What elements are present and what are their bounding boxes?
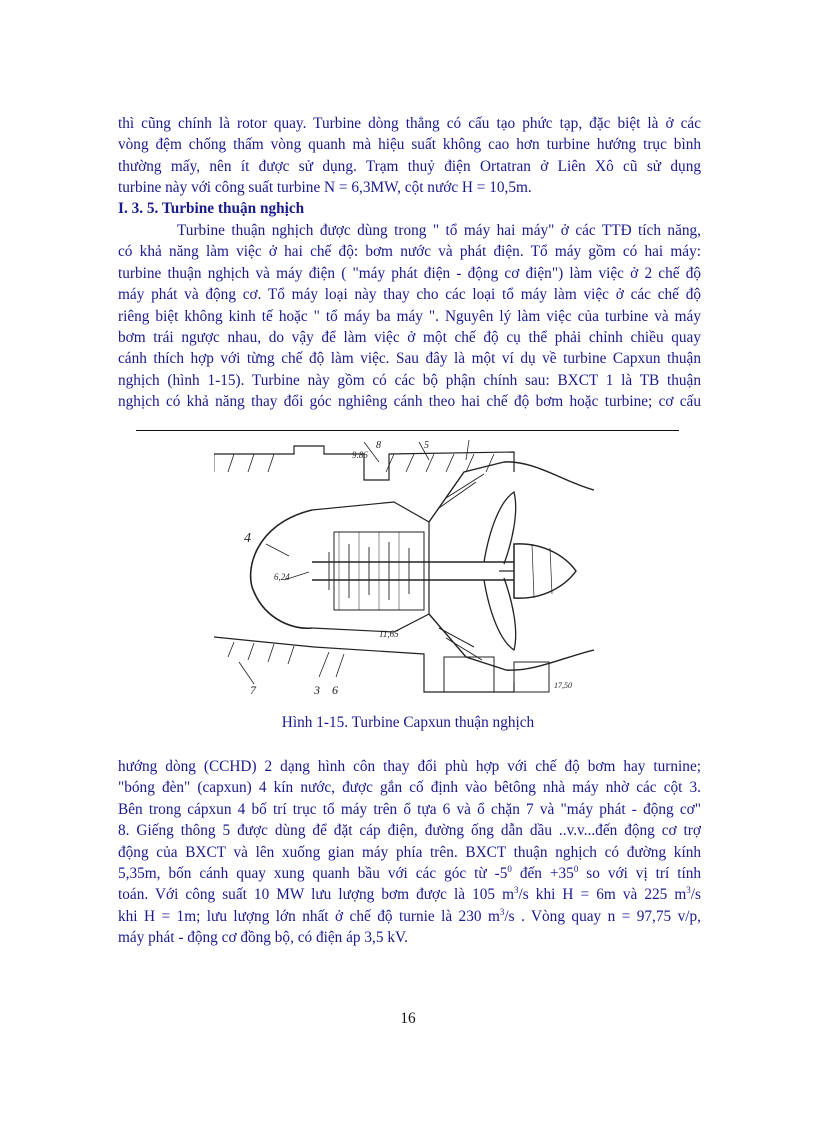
text-fragment: khi H = 1m; lưu lượng lớn nhất ở chế độ turnie là 230 m (118, 907, 500, 925)
text-line (118, 906, 701, 927)
text-fragment: 5,35m, bốn cánh quay xung quanh bầu với các góc từ -5 (118, 865, 508, 883)
figure-caption: Hình 1-15. Turbine Capxun thuận nghịch (281, 714, 535, 731)
text-line (118, 884, 701, 905)
dimension-label: 17,50 (554, 681, 572, 690)
text-line: 8. Giếng thông 5 được dùng để đặt cáp điện, đường ống dẫn dầu ..v.v...đến động cơ trợ (118, 822, 701, 840)
text-line: Turbine thuận nghịch được dùng trong " tổ máy hai máy" ở các TTĐ tích năng, (177, 222, 701, 239)
text-line: turbine này với công suất turbine N = 6,3MW, cột nước H = 10,5m. (118, 179, 532, 197)
text-line: Bên trong cápxun 4 bố trí trục tổ máy trên ổ tựa 6 và ổ chặn 7 và "máy phát - động cơ" (118, 800, 701, 818)
page-number: 16 (400, 1010, 416, 1027)
paragraph-description (118, 220, 701, 413)
label-3: 3 (314, 683, 320, 697)
text-line: nghịch có khả năng thay đổi góc nghiêng cánh theo hai chế độ bơm hoặc turbine; cơ cấu (118, 393, 701, 411)
paragraph-intro (118, 113, 701, 199)
text-fragment: đến +35 (511, 865, 574, 883)
text-line: vòng đệm chống thấm vòng quanh mà hiệu suất không cao hơn turbine hướng trục bình (118, 136, 701, 154)
text-line: động của BXCT và lên xuống gian máy phía trên. BXCT thuận nghịch có đường kính (118, 843, 701, 861)
text-fragment: /s (690, 886, 701, 904)
superscript: 0 (507, 863, 512, 874)
label-8: 8 (376, 440, 381, 451)
superscript: 0 (573, 863, 579, 874)
text-line: có khả năng làm việc ở hai chế độ: bơm nước và phát điện. Tổ máy gồm có hai máy: (118, 243, 701, 261)
text-line: riêng biệt không kinh tế hoặc " tổ máy ba máy ". Nguyên lý làm việc của turbine và máy (118, 307, 701, 325)
text-fragment: so với vị trí tính (578, 865, 702, 883)
text-line: máy phát - động cơ đồng bộ, có điện áp 3,5 kV. (118, 929, 408, 947)
text-line: hướng dòng (CCHD) 2 dạng hình côn thay đổi phù hợp với chế độ bơm hay turnine; (118, 758, 701, 775)
section-heading: I. 3. 5. Turbine thuận nghịch (118, 200, 305, 217)
horizontal-rule (136, 430, 679, 431)
text-fragment: /s . Vòng quay n = 97,75 v/p, (504, 907, 701, 925)
text-fragment: toán. Với công suất 10 MW lưu lượng bơm được là 105 m (118, 886, 515, 904)
text-line: thường mấy, nên ít được sử dụng. Trạm thuỷ điện Ortatran ở Liên Xô cũ sử dụng (118, 157, 701, 175)
superscript: 3 (686, 885, 691, 896)
dimension-label: 9.86 (352, 450, 368, 460)
label-6: 6 (332, 683, 338, 697)
text-line: "bóng đèn" (capxun) 4 kín nước, được gắn cố định vào bêtông nhà máy nhờ các cột 3. (118, 779, 701, 797)
text-line (118, 863, 701, 884)
dimension-label: 6,24 (274, 572, 290, 582)
label-5: 5 (424, 440, 429, 451)
text-line: thì cũng chính là rotor quay. Turbine dòng thẳng có cấu tạo phức tạp, đặc biệt là ở các (118, 115, 701, 132)
text-line: cánh thích hợp với từng chế độ làm việc. Sau đây là một ví dụ về turbine Capxun thuận (118, 350, 701, 368)
paragraph-components (118, 756, 701, 949)
dimension-label: 11,65 (379, 629, 399, 639)
superscript: 3 (499, 906, 505, 917)
capsule-turbine-drawing (214, 432, 594, 704)
label-7: 7 (250, 683, 256, 697)
text-line: máy phát và động cơ. Tổ máy loại này thay cho các loại tổ máy làm việc ở các chế độ (118, 286, 701, 304)
label-4: 4 (244, 531, 251, 546)
text-fragment: /s khi H = 6m và 225 m (518, 886, 687, 904)
text-line: bơm trái ngược nhau, do vậy để làm việc ở một chế độ cụ thể phải chỉnh chiều quay (118, 329, 701, 347)
superscript: 3 (514, 885, 519, 896)
text-line: nghịch (hình 1-15). Turbine này gồm có các bộ phận chính sau: BXCT 1 là TB thuận (118, 371, 701, 389)
text-line: turbine thuận nghịch và máy điện ( "máy phát điện - động cơ điện") làm việc ở 2 chế độ (118, 264, 701, 282)
